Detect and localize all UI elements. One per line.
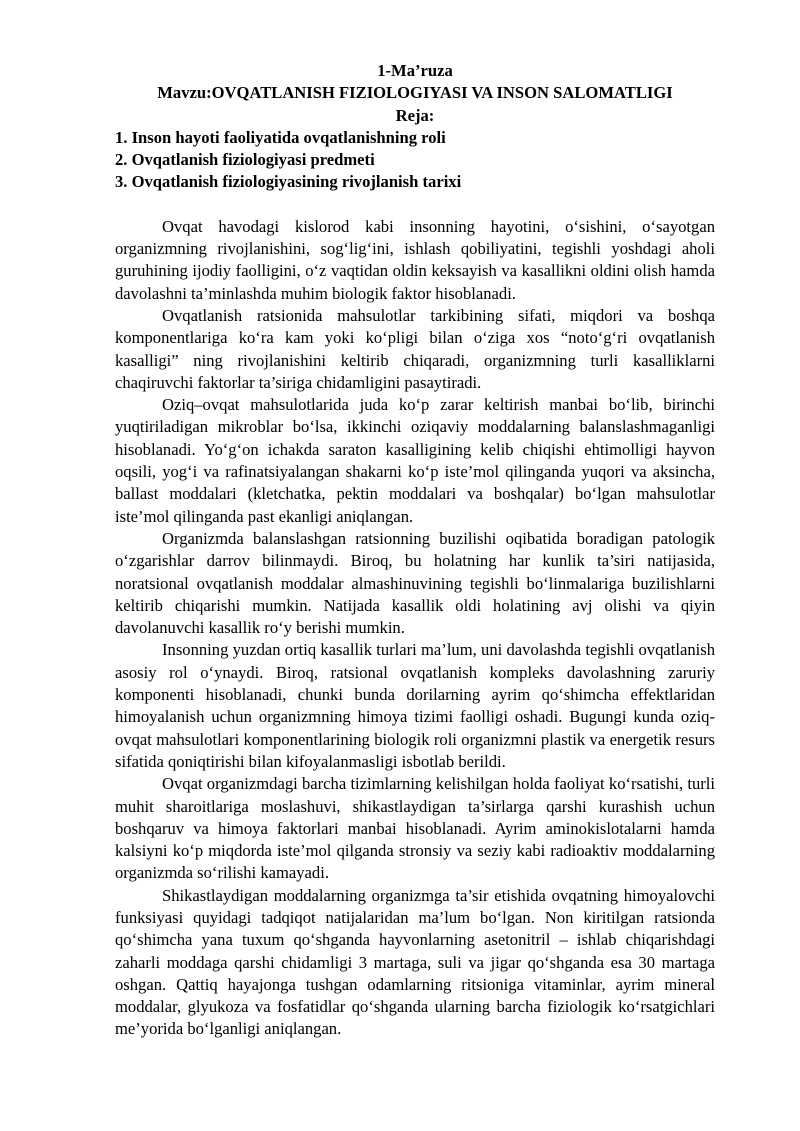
lecture-body <box>115 216 715 1041</box>
body-paragraph: Oziq–ovqat mahsulotlarida juda ko‘p zarar keltirish manbai bo‘lib, birinchi yuqtiriladigan mikroblar bo‘lsa, ikkinchi oziqaviy moddalarning balanslashmaganligi hisoblanadi. Yo‘g‘on ichakda saraton kasalligining kelib chiqishi ehtimolligi hayvon oqsili, yog‘i va rafinatsiyalangan shakarni ko‘p iste’mol qilinganda yuqori va aksincha, ballast moddalari (kletchatka, pektin moddalari va boshqalar) bo‘lgan mahsulotlar iste’mol qilinganda past ekanligi aniqlangan. <box>115 395 715 526</box>
plan-heading: Reja: <box>395 105 435 125</box>
body-paragraph: Ovqatlanish ratsionida mahsulotlar tarkibining sifati, miqdori va boshqa komponentlariga ko‘ra kam yoki ko‘pligi bilan o‘ziga xos “noto‘g‘ri ovqatlanish kasalligi” ning rivojlanishini keltirib chiqaradi, organizmning turli kasalliklarni chaqiruvchi faktorlar ta’siriga chidamligini pasaytiradi. <box>115 305 715 392</box>
body-paragraph: Ovqat organizmdagi barcha tizimlarning kelishilgan holda faoliyat ko‘rsatishi, turli muhit sharoitlariga moslashuvi, shikastlaydigan ta’sirlarga qarshi kurashish uchun boshqaruv va himoya faktorlari manbai hisoblanadi. Ayrim aminokislotalarni hamda kalsiyni ko‘p miqdorda iste’mol qilganda stronsiy va seziy kabi radioaktiv moddalarning organizmda so‘rilishi kamayadi. <box>115 774 715 883</box>
lecture-number: 1-Ma’ruza <box>377 61 453 80</box>
plan-item: 2. Ovqatlanish fiziologiyasi predmeti <box>115 150 375 170</box>
body-paragraph: Shikastlaydigan moddalarning organizmga ta’sir etishida ovqatning himoyalovchi funksiyasi quyidagi tadqiqot natijalaridan ma’lum bo‘lgan. Non kiritilgan ratsionda qo‘shimcha yana tuxum qo‘shganda hayvonlarning asetonitril – ishlab chiqarishdagi zaharli moddaga qarshi chidamligi 3 martaga, suli va jigar qo‘shganda esa 30 martaga oshgan. Qattiq hayajonga tushgan odamlarning ritsioniga vitaminlar, ayrim mineral moddalar, glyukoza va fosfatidlar qo‘shganda ularning barcha fiziologik ko‘rsatgichlari me’yorida bo‘lganligi aniqlangan. <box>115 885 715 1039</box>
plan-item: 1. Inson hayoti faoliyatida ovqatlanishning roli <box>115 127 446 147</box>
lecture-topic: Mavzu:OVQATLANISH FIZIOLOGIYASI VA INSON SALOMATLIGI <box>157 83 673 103</box>
body-paragraph: Ovqat havodagi kislorod kabi insonning hayotini, o‘sishini, o‘sayotgan organizmning rivojlanishini, sog‘lig‘ini, ishlash qobiliyatini, tegishli yoshdagi aholi guruhining ijodiy faolligini, o‘z vaqtidan oldin keksayish va kasallikni oldini olish hamda davolashni ta’minlashda muhim biologik faktor hisoblanadi. <box>115 216 715 303</box>
body-paragraph: Insonning yuzdan ortiq kasallik turlari ma’lum, uni davolashda tegishli ovqatlanish asosiy rol o‘ynaydi. Biroq, ratsional ovqatlanish kompleks davolashning zaruriy komponenti hisoblanadi, chunki bunda dorilarning ayrim qo‘shimcha effektlaridan himoyalanish uchun organizmning himoya tizimi faolligi oshadi. Bugungi kunda oziq-ovqat mahsulotlari komponentlarining biologik roli organizmni plastik va energetik resurs sifatida qoniqtirishi bilan kifoyalanmasligi isbotlab berildi. <box>115 640 715 771</box>
plan-list <box>115 127 715 194</box>
plan-item: 3. Ovqatlanish fiziologiyasining rivojlanish tarixi <box>115 172 462 192</box>
body-paragraph: Organizmda balanslashgan ratsionning buzilishi oqibatida boradigan patologik o‘zgarishlar darrov bilinmaydi. Biroq, bu holatning har kunlik ta’siri natijasida, noratsional ovqatlanish moddalar almashinuvining tegishli bo‘linmalariga buzilishlarni keltirib chiqarishi mumkin. Natijada kasallik oldi holatining avj olishi va qiyin davolanuvchi kasallik ro‘y berishi mumkin. <box>115 528 715 638</box>
